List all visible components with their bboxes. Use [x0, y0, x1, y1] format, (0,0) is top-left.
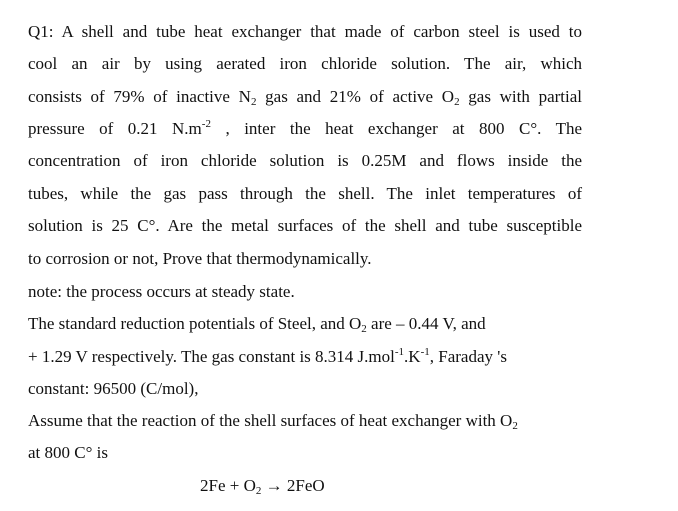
question-line-8: to corrosion or not, Prove that thermodynamically.	[28, 249, 372, 268]
text-segment: are – 0.44 V, and	[366, 314, 486, 333]
text-segment: The standard reduction potentials of Steel, and O	[28, 314, 362, 333]
reaction-equation	[200, 476, 325, 496]
text-segment: pressure of 0.21 N.m	[28, 119, 202, 138]
question-line-7: solution is 25 C°. Are the metal surfaces of the shell and tube susceptible	[28, 216, 582, 235]
question-line-5: concentration of iron chloride solution is 0.25M and flows inside the	[28, 151, 582, 170]
faraday-line: constant: 96500 (C/mol),	[28, 379, 199, 398]
text-segment: + 1.29 V respectively. The gas constant is 8.314 J.mol	[28, 347, 395, 366]
potentials-line-1	[28, 314, 486, 334]
text-segment: 2Fe + O	[200, 476, 256, 495]
text-segment: Assume that the reaction of the shell surfaces of heat exchanger with O	[28, 411, 513, 430]
question-line-2: cool an air by using aerated iron chloride solution. The air, which	[28, 54, 582, 73]
text-segment: , inter the heat exchanger at 800 C°. The	[210, 119, 583, 138]
text-segment: , Faraday 's	[429, 347, 507, 366]
note-line: note: the process occurs at steady state.	[28, 282, 295, 301]
text-segment: gas with partial	[459, 87, 583, 106]
subscript: 2	[454, 96, 460, 108]
question-line-4	[28, 119, 582, 139]
subscript: 2	[512, 420, 518, 432]
potentials-line-2	[28, 347, 507, 367]
superscript: -1	[394, 346, 405, 358]
question-line-1: Q1: A shell and tube heat exchanger that made of carbon steel is used to	[28, 22, 582, 41]
assumption-line-2: at 800 C° is	[28, 443, 108, 462]
text-segment: → 2FeO	[261, 476, 325, 495]
assumption-line-1	[28, 411, 518, 431]
question-line-6: tubes, while the gas pass through the shell. The inlet temperatures of	[28, 184, 582, 203]
subscript: 2	[255, 485, 262, 497]
subscript: 2	[250, 96, 257, 108]
text-segment: .K	[404, 347, 421, 366]
subscript: 2	[361, 323, 367, 335]
superscript: -2	[201, 118, 211, 130]
text-segment: gas and 21% of active O	[256, 87, 455, 106]
question-line-3	[28, 87, 582, 107]
text-segment: consists of 79% of inactive N	[28, 87, 251, 106]
superscript: -1	[420, 346, 430, 358]
